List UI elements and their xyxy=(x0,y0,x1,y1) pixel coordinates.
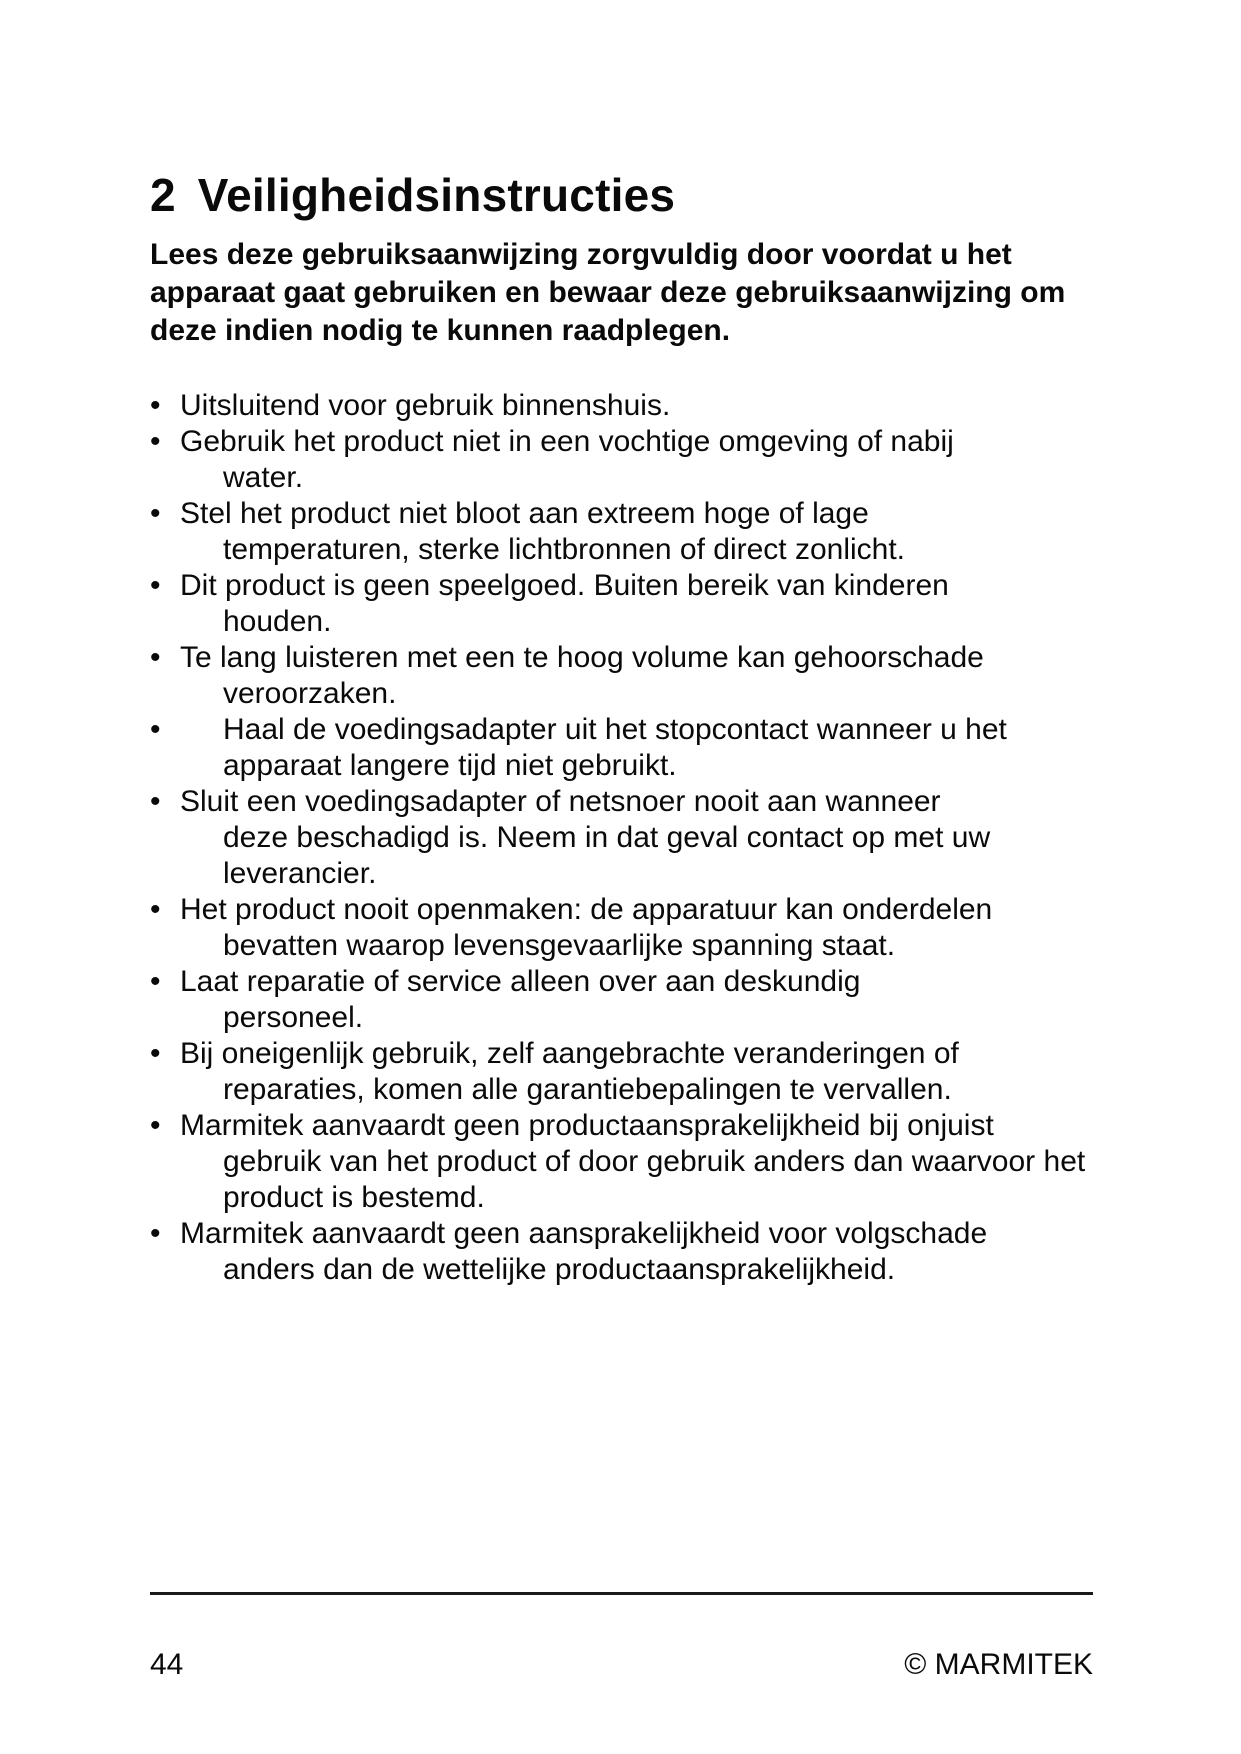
list-item-text: • Marmitek aanvaardt geen productaansprakelijkheid bij onjuist xyxy=(180,1109,994,1142)
list-item-text: • Uitsluitend voor gebruik binnenshuis. xyxy=(180,389,671,422)
list-item-text: • Stel het product niet bloot aan extreem hoge of lage xyxy=(180,497,869,530)
list-item xyxy=(150,1216,1110,1288)
intro-paragraph: Lees deze gebruiksaanwijzing zorgvuldig door voordat u het apparaat gaat gebruiken en bewaar deze gebruiksaanwijzing om deze indien nodig te kunnen raadplegen. xyxy=(150,238,1066,347)
list-item-continuation: veroorzaken. xyxy=(223,677,397,710)
copyright-notice: © MARMITEK xyxy=(904,1648,1093,1681)
list-item xyxy=(150,892,1110,964)
safety-instructions-list xyxy=(150,388,1110,1288)
list-item xyxy=(150,640,1110,712)
list-item xyxy=(150,496,1110,568)
page-title xyxy=(150,168,675,222)
list-item-text: • Dit product is geen speelgoed. Buiten bereik van kinderen xyxy=(180,569,949,602)
footer-divider xyxy=(150,1592,1093,1595)
list-item-continuation: anders dan de wettelijke productaansprakelijkheid. xyxy=(223,1253,896,1286)
list-item-continuation: gebruik van het product of door gebruik anders dan waarvoor het product is bestemd. xyxy=(223,1145,1086,1214)
list-item xyxy=(150,388,1110,424)
list-item-text: • Haal de voedingsadapter uit het stopcontact wanneer u het xyxy=(223,713,1007,746)
list-item xyxy=(150,568,1110,640)
list-item-continuation: reparaties, komen alle garantiebepalingen te vervallen. xyxy=(223,1073,952,1106)
list-item xyxy=(150,784,1110,892)
list-item-text: • Het product nooit openmaken: de apparatuur kan onderdelen xyxy=(180,893,993,926)
list-item-continuation: apparaat langere tijd niet gebruikt. xyxy=(223,749,677,782)
list-item-text: • Gebruik het product niet in een vochtige omgeving of nabij xyxy=(180,425,954,458)
section-title: Veiligheidsinstructies xyxy=(197,169,676,221)
list-item xyxy=(150,1036,1110,1108)
page-number: 44 xyxy=(150,1648,184,1681)
list-item-text: • Te lang luisteren met een te hoog volume kan gehoorschade xyxy=(180,641,984,674)
list-item-text: • Laat reparatie of service alleen over aan deskundig xyxy=(180,965,861,998)
list-item-text: • Bij oneigenlijk gebruik, zelf aangebrachte veranderingen of xyxy=(180,1037,959,1070)
list-item-text: • Marmitek aanvaardt geen aansprakelijkheid voor volgschade xyxy=(180,1217,988,1250)
list-item-text: • Sluit een voedingsadapter of netsnoer nooit aan wanneer xyxy=(180,785,941,818)
list-item xyxy=(150,424,1110,496)
list-item-continuation: deze beschadigd is. Neem in dat geval contact op met uw leverancier. xyxy=(223,821,991,890)
list-item xyxy=(150,712,1110,784)
list-item-continuation: personeel. xyxy=(223,1001,364,1034)
list-item xyxy=(150,964,1110,1036)
section-number: 2 xyxy=(150,169,176,221)
list-item-continuation: water. xyxy=(223,461,304,494)
list-item-continuation: houden. xyxy=(223,605,332,638)
list-item-continuation: temperaturen, sterke lichtbronnen of direct zonlicht. xyxy=(223,533,906,566)
list-item xyxy=(150,1108,1110,1216)
list-item-continuation: bevatten waarop levensgevaarlijke spanning staat. xyxy=(223,929,896,962)
